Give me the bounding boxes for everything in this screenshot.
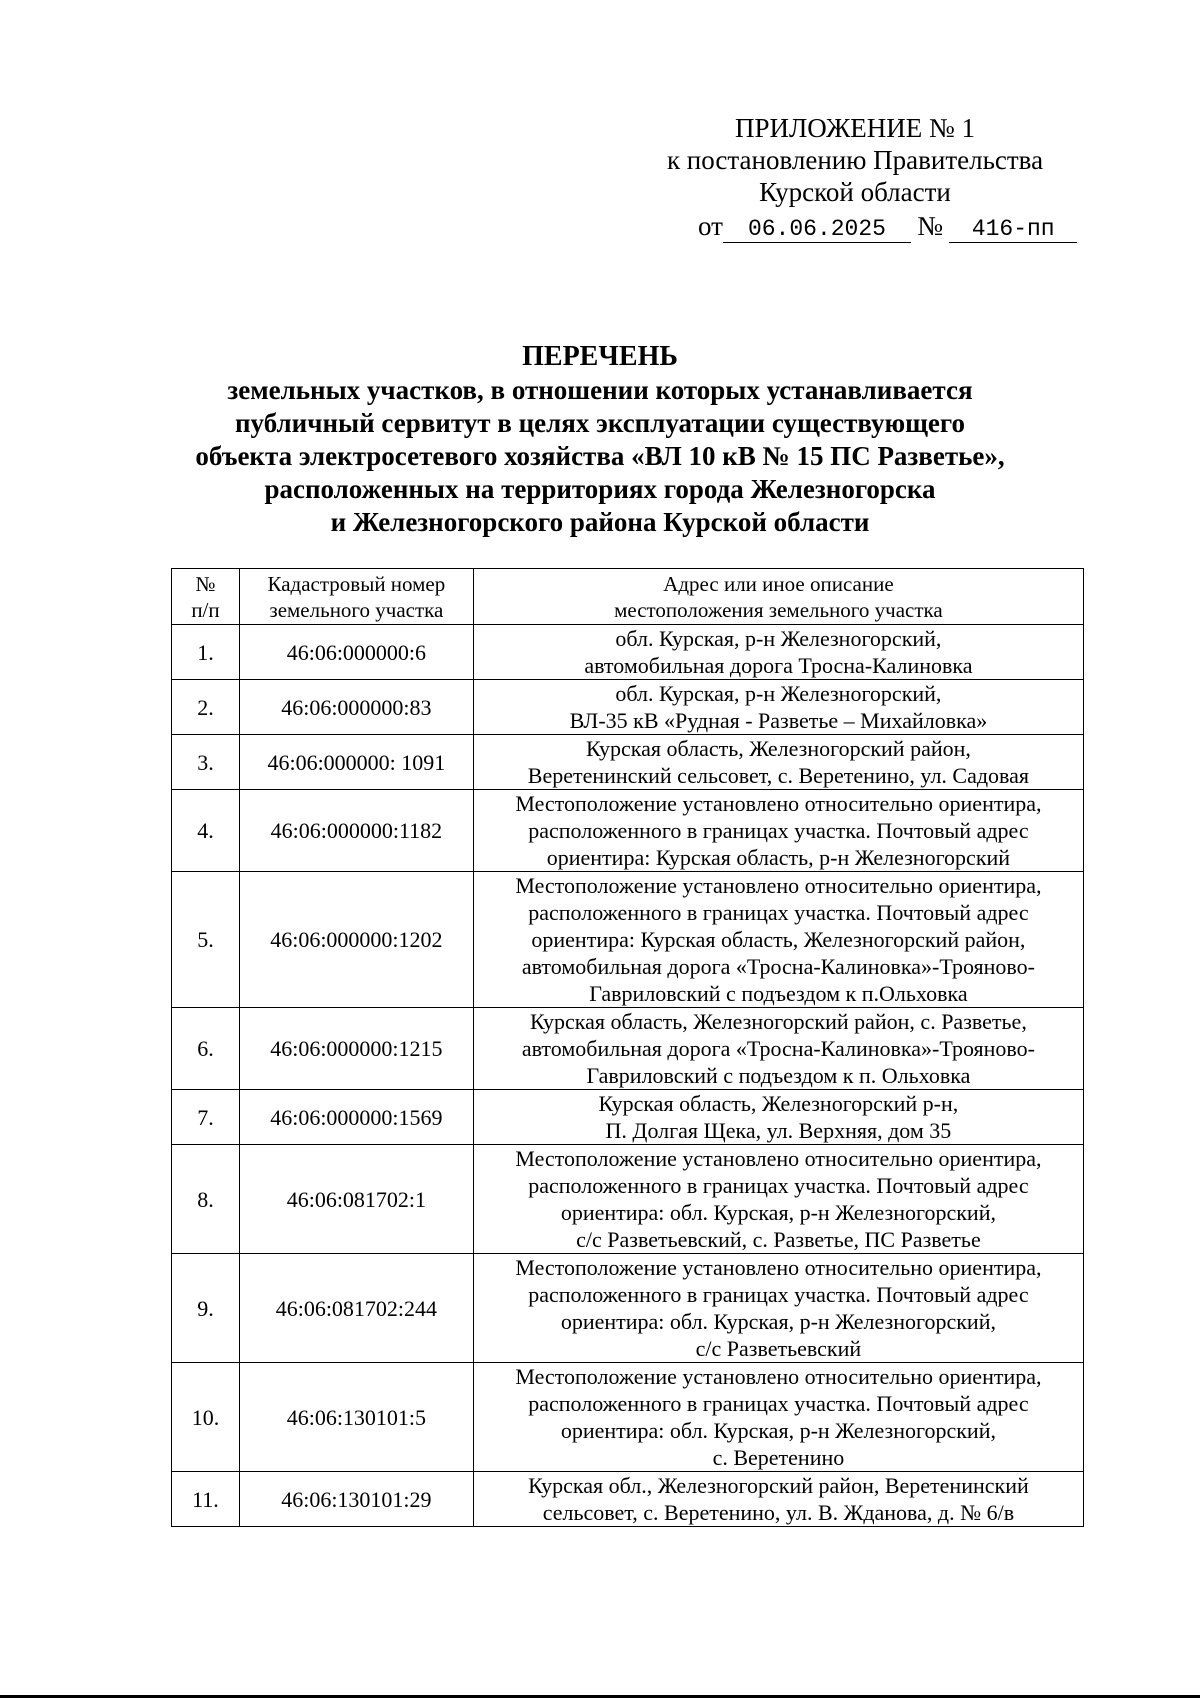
- address-cell: [473, 1363, 1083, 1472]
- address-line: Местоположение установлено относительно ориентира,: [515, 791, 1042, 816]
- date-prefix: от: [698, 211, 723, 241]
- heading-line: и Железногорского района Курской области: [330, 507, 870, 537]
- table-header-row: [172, 569, 1084, 625]
- row-number: 4.: [172, 790, 240, 872]
- cadastral-number: 46:06:081702:1: [239, 1145, 473, 1254]
- address-line: Местоположение установлено относительно ориентира,: [515, 1146, 1042, 1171]
- document-heading: [100, 340, 1100, 539]
- heading-title: ПЕРЕЧЕНЬ: [522, 341, 678, 372]
- row-number: 9.: [172, 1254, 240, 1363]
- row-number: 3.: [172, 735, 240, 790]
- row-number: 10.: [172, 1363, 240, 1472]
- address-line: Местоположение установлено относительно ориентира,: [515, 873, 1042, 898]
- decree-number: 416-пп: [949, 216, 1077, 243]
- heading-line: объекта электросетевого хозяйства «ВЛ 10 кВ № 15 ПС Разветье»,: [195, 441, 1005, 471]
- table-body: [172, 625, 1084, 1527]
- cadastral-number: 46:06:000000:6: [239, 625, 473, 680]
- table-row: [172, 735, 1084, 790]
- number-prefix: №: [917, 211, 943, 241]
- address-line: расположенного в границах участка. Почтовый адрес: [528, 900, 1029, 925]
- row-number: 1.: [172, 625, 240, 680]
- address-line: расположенного в границах участка. Почтовый адрес: [528, 1282, 1029, 1307]
- header-cadastral-line-2: земельного участка: [269, 598, 444, 622]
- address-cell: [473, 1145, 1083, 1254]
- address-line: с. Веретенино: [712, 1445, 845, 1470]
- address-line: Местоположение установлено относительно ориентира,: [515, 1364, 1042, 1389]
- cadastral-number: 46:06:000000:1215: [239, 1008, 473, 1090]
- parcels-table: [171, 568, 1084, 1527]
- address-cell: [473, 1090, 1083, 1145]
- table-row: [172, 1090, 1084, 1145]
- table-row: [172, 680, 1084, 735]
- address-line: обл. Курская, р-н Железногорский,: [615, 626, 942, 651]
- address-line: П. Долгая Щека, ул. Верхняя, дом 35: [605, 1118, 952, 1143]
- cadastral-number: 46:06:130101:5: [239, 1363, 473, 1472]
- address-line: автомобильная дорога «Тросна-Калиновка»-Трояново-: [521, 1036, 1035, 1061]
- address-cell: [473, 1254, 1083, 1363]
- address-line: Курская область, Железногорский р-н,: [598, 1091, 959, 1116]
- address-line: Местоположение установлено относительно ориентира,: [515, 1255, 1042, 1280]
- heading-line: земельных участков, в отношении которых устанавливается: [227, 375, 973, 405]
- cadastral-number: 46:06:081702:244: [239, 1254, 473, 1363]
- address-line: ориентира: обл. Курская, р-н Железногорский,: [560, 1309, 996, 1334]
- address-line: расположенного в границах участка. Почтовый адрес: [528, 1391, 1029, 1416]
- header-cadastral: [239, 569, 473, 625]
- address-line: ориентира: Курская область, Железногорский район,: [531, 927, 1026, 952]
- cadastral-number: 46:06:000000: 1091: [239, 735, 473, 790]
- table-row: [172, 790, 1084, 872]
- header-num: [172, 569, 240, 625]
- row-number: 6.: [172, 1008, 240, 1090]
- address-line: с/с Разветьевский: [695, 1336, 862, 1361]
- header-cadastral-line-1: Кадастровый номер: [267, 572, 446, 596]
- heading-line: расположенных на территориях города Железногорска: [264, 474, 936, 504]
- address-cell: [473, 872, 1083, 1008]
- table-row: [172, 1008, 1084, 1090]
- table-row: [172, 1472, 1084, 1527]
- table-row: [172, 1145, 1084, 1254]
- header-address-line-1: Адрес или иное описание: [663, 572, 894, 596]
- address-cell: [473, 625, 1083, 680]
- address-line: Курская область, Железногорский район,: [585, 736, 971, 761]
- table-row: [172, 872, 1084, 1008]
- row-number: 2.: [172, 680, 240, 735]
- appendix-reference: [620, 210, 1090, 244]
- address-line: с/с Разветьевский, с. Разветье, ПС Разветье: [576, 1227, 981, 1252]
- address-line: ВЛ-35 кВ «Рудная - Разветье – Михайловка»: [569, 708, 988, 733]
- header-address-line-2: местоположения земельного участка: [614, 598, 943, 622]
- table-row: [172, 625, 1084, 680]
- address-line: автомобильная дорога Тросна-Калиновка: [584, 653, 973, 678]
- cadastral-number: 46:06:000000:1182: [239, 790, 473, 872]
- decree-date: 06.06.2025: [723, 216, 911, 243]
- address-line: ориентира: обл. Курская, р-н Железногорский,: [560, 1200, 996, 1225]
- cadastral-number: 46:06:000000:1202: [239, 872, 473, 1008]
- address-line: обл. Курская, р-н Железногорский,: [615, 681, 942, 706]
- row-number: 8.: [172, 1145, 240, 1254]
- row-number: 11.: [172, 1472, 240, 1527]
- address-line: Веретенинский сельсовет, с. Веретенино, ул. Садовая: [527, 763, 1030, 788]
- cadastral-number: 46:06:000000:83: [239, 680, 473, 735]
- address-line: Курская область, Железногорский район, с. Разветье,: [529, 1009, 1027, 1034]
- address-cell: [473, 735, 1083, 790]
- address-line: ориентира: обл. Курская, р-н Железногорский,: [560, 1418, 996, 1443]
- cadastral-number: 46:06:000000:1569: [239, 1090, 473, 1145]
- header-address: [473, 569, 1083, 625]
- address-line: Курская обл., Железногорский район, Веретенинский: [528, 1473, 1029, 1498]
- address-line: сельсовет, с. Веретенино, ул. В. Жданова, д. № 6/в: [542, 1500, 1015, 1525]
- address-line: Гавриловский с подъездом к п.Ольховка: [589, 981, 968, 1006]
- address-cell: [473, 1472, 1083, 1527]
- appendix-line-2: Курской области: [759, 177, 951, 207]
- appendix-title: ПРИЛОЖЕНИЕ № 1: [734, 113, 976, 143]
- address-cell: [473, 680, 1083, 735]
- address-line: расположенного в границах участка. Почтовый адрес: [528, 818, 1029, 843]
- appendix-line-1: к постановлению Правительства: [666, 145, 1044, 175]
- address-line: Гавриловский с подъездом к п. Ольховка: [586, 1063, 971, 1088]
- table-row: [172, 1363, 1084, 1472]
- header-num-line-1: №: [195, 572, 216, 596]
- appendix-block: [620, 112, 1090, 244]
- address-line: расположенного в границах участка. Почтовый адрес: [528, 1173, 1029, 1198]
- cadastral-number: 46:06:130101:29: [239, 1472, 473, 1527]
- table-row: [172, 1254, 1084, 1363]
- address-line: ориентира: Курская область, р-н Железногорский: [546, 845, 1011, 870]
- row-number: 5.: [172, 872, 240, 1008]
- row-number: 7.: [172, 1090, 240, 1145]
- address-cell: [473, 790, 1083, 872]
- address-cell: [473, 1008, 1083, 1090]
- address-line: автомобильная дорога «Тросна-Калиновка»-Трояново-: [521, 954, 1035, 979]
- heading-line: публичный сервитут в целях эксплуатации существующего: [235, 408, 965, 438]
- header-num-line-2: п/п: [191, 598, 220, 622]
